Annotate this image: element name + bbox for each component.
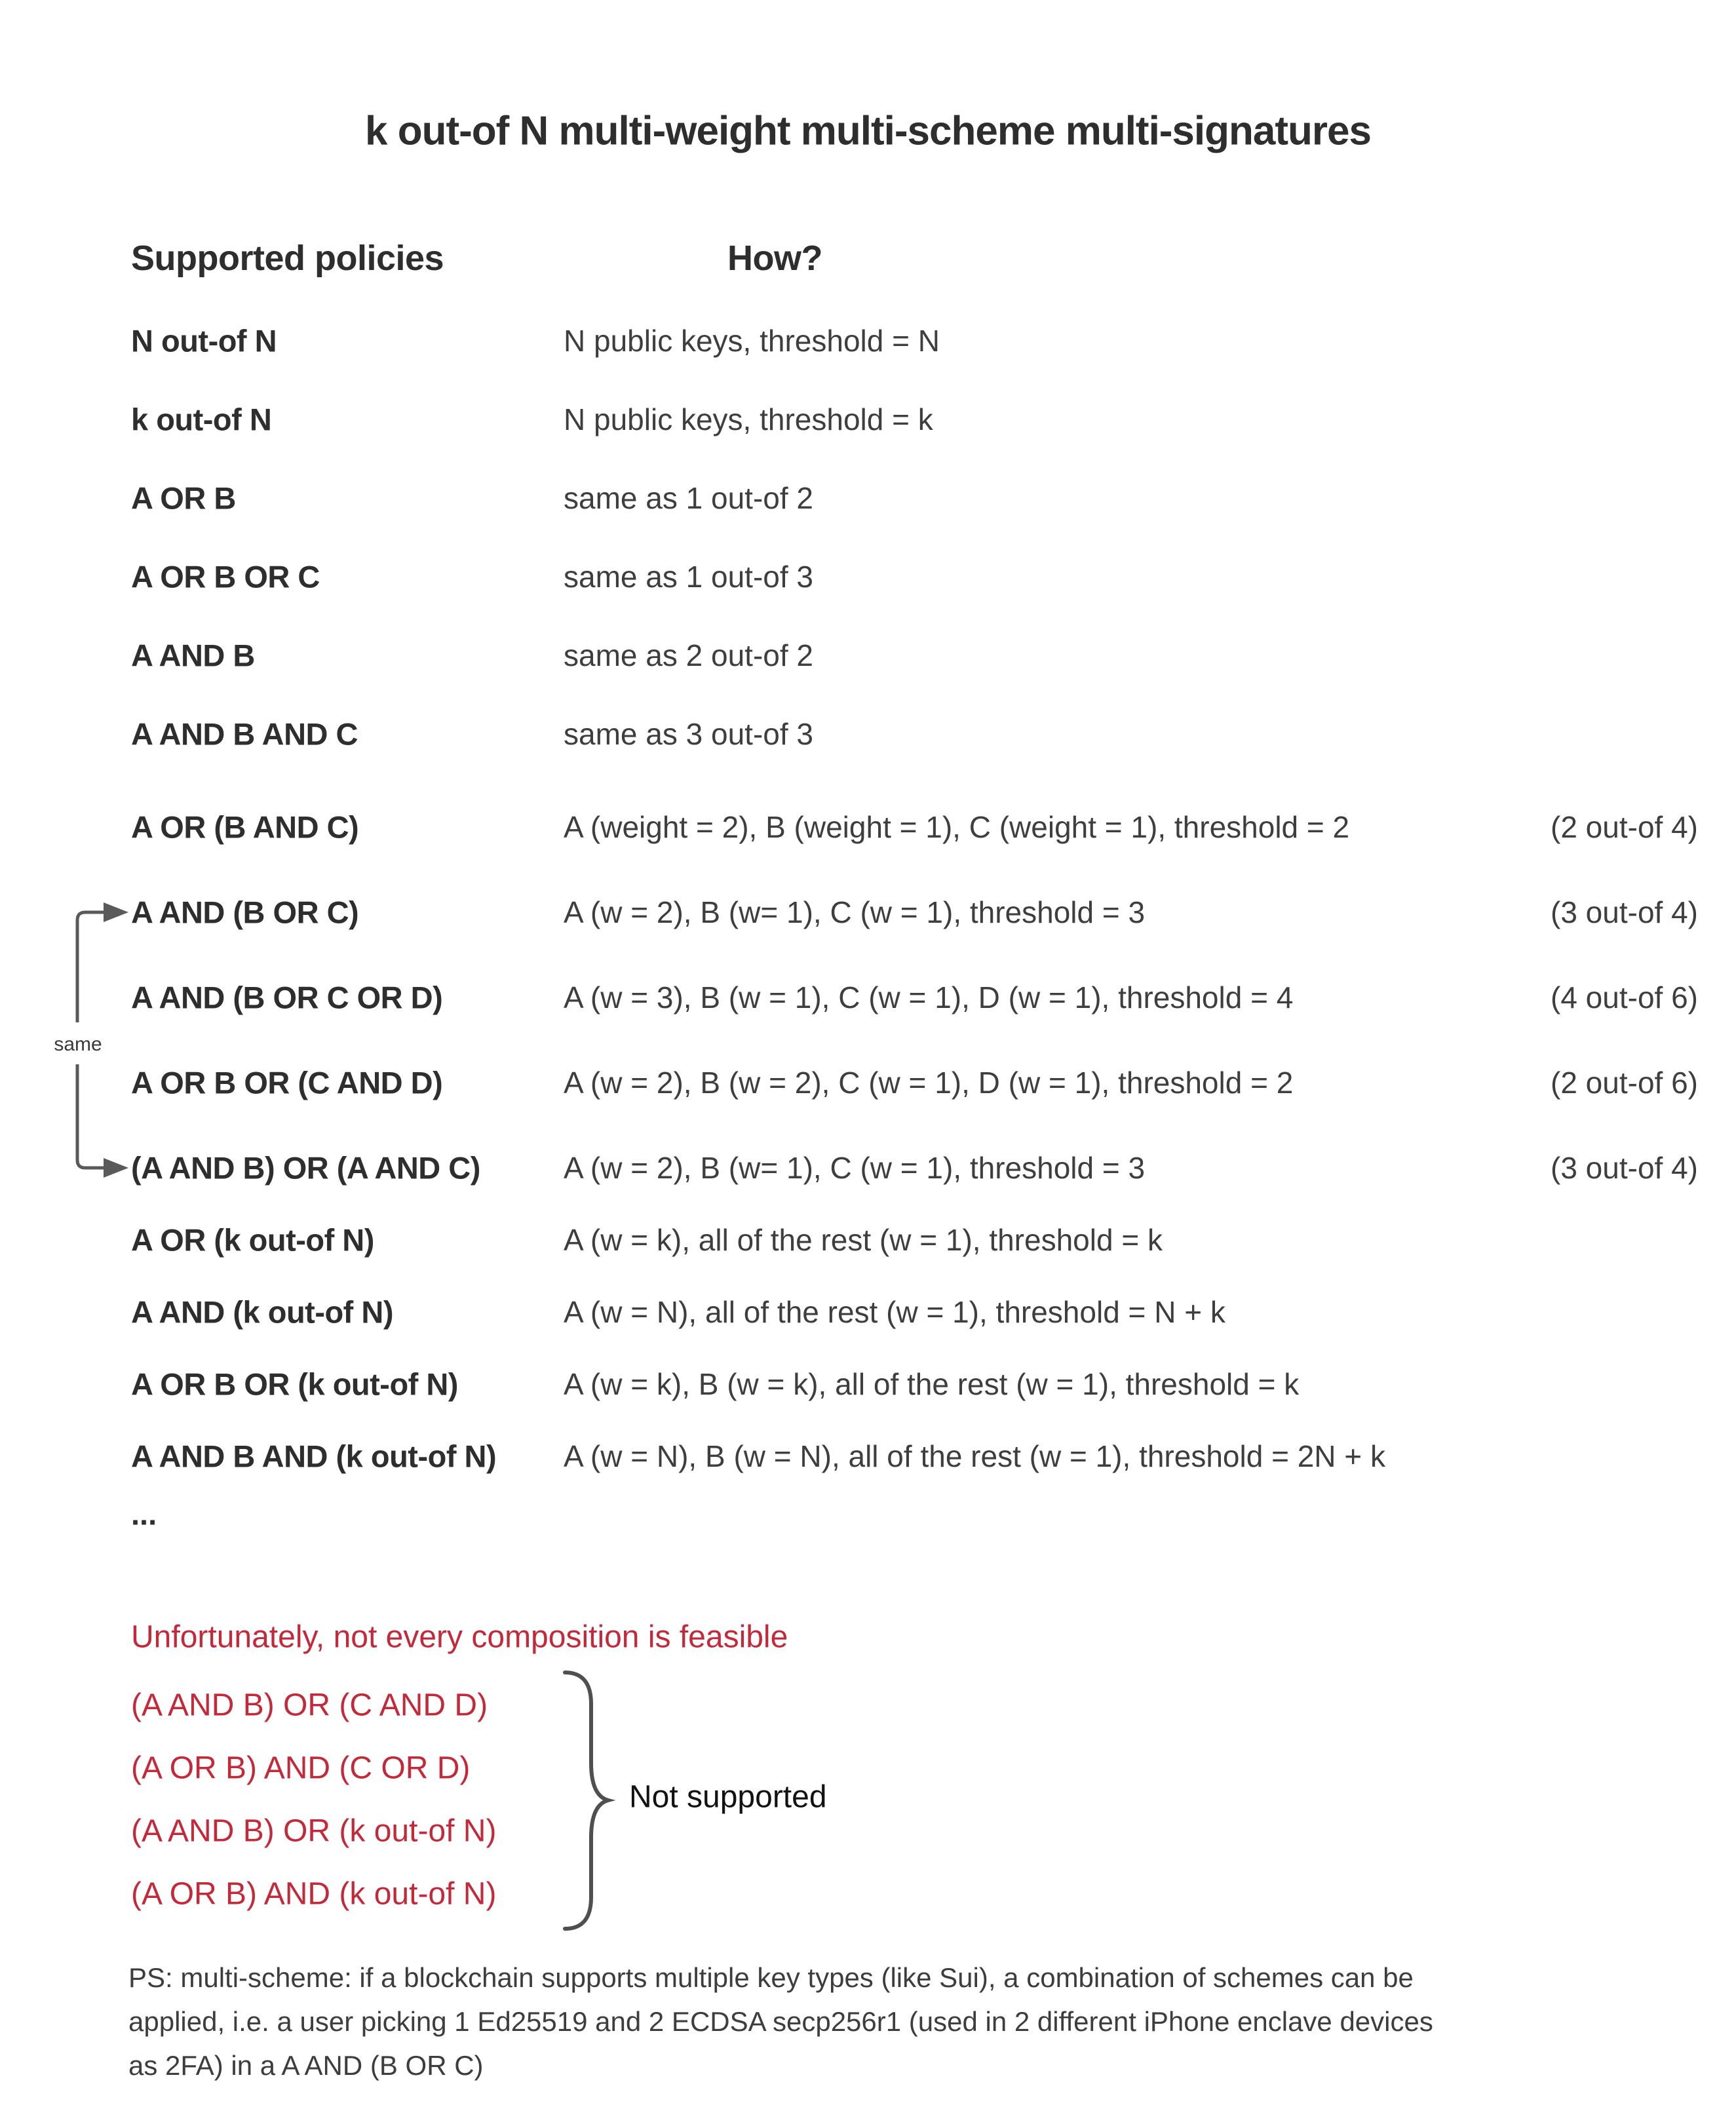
same-annotation-label: same xyxy=(54,1034,102,1055)
policy-label: A OR B OR (k out-of N) xyxy=(131,1366,458,1402)
policy-label: A OR B OR (C AND D) xyxy=(131,1065,443,1100)
infeasible-item: (A AND B) OR (C AND D) xyxy=(131,1688,488,1723)
policy-how: A (w = 2), B (w= 1), C (w = 1), threshold = 3 xyxy=(564,895,1146,929)
policy-label: A OR B xyxy=(131,480,236,516)
policy-note: (4 out-of 6) xyxy=(1551,980,1698,1015)
policy-how: A (w = k), all of the rest (w = 1), threshold = k xyxy=(564,1223,1163,1257)
policy-label: (A AND B) OR (A AND C) xyxy=(131,1150,480,1186)
infeasible-item: (A OR B) AND (C OR D) xyxy=(131,1750,471,1786)
infeasible-item: (A OR B) AND (k out-of N) xyxy=(131,1876,497,1912)
ps-footnote xyxy=(128,1956,1433,2087)
policy-note: (2 out-of 4) xyxy=(1551,810,1698,844)
ps-line: as 2FA) in a A AND (B OR C) xyxy=(128,2050,484,2081)
more-policies-ellipsis: ... xyxy=(131,1496,157,1532)
curly-brace-icon xyxy=(565,1672,608,1929)
policy-how: A (w = N), all of the rest (w = 1), threshold = N + k xyxy=(564,1295,1225,1329)
policy-label: A OR (B AND C) xyxy=(131,809,359,845)
policy-how: A (w = N), B (w = N), all of the rest (w = 1), threshold = 2N + k xyxy=(564,1439,1385,1473)
policy-how: same as 3 out-of 3 xyxy=(564,717,813,751)
policy-label: A AND (B OR C OR D) xyxy=(131,980,443,1015)
policy-note: (3 out-of 4) xyxy=(1551,1151,1698,1185)
policy-label: A OR (k out-of N) xyxy=(131,1222,374,1258)
arrow-right-icon xyxy=(104,902,128,922)
policy-how: A (weight = 2), B (weight = 1), C (weight = 1), threshold = 2 xyxy=(564,810,1350,844)
same-arrow-top-line xyxy=(77,912,104,1022)
not-supported-label: Not supported xyxy=(629,1779,827,1815)
policy-label: A AND B AND C xyxy=(131,716,358,752)
policy-label: A AND B xyxy=(131,638,255,673)
arrow-right-icon xyxy=(104,1158,128,1178)
policy-label: k out-of N xyxy=(131,402,272,437)
policy-label: A AND (k out-of N) xyxy=(131,1294,393,1330)
policy-note: (2 out-of 6) xyxy=(1551,1066,1698,1100)
policy-label: A AND (B OR C) xyxy=(131,895,359,930)
policy-how: A (w = k), B (w = k), all of the rest (w = 1), threshold = k xyxy=(564,1367,1300,1401)
policy-how: same as 2 out-of 2 xyxy=(564,638,813,672)
infeasible-heading: Unfortunately, not every composition is feasible xyxy=(131,1619,788,1655)
policy-label: A AND B AND (k out-of N) xyxy=(131,1439,497,1474)
policy-how: A (w = 2), B (w= 1), C (w = 1), threshold = 3 xyxy=(564,1151,1146,1185)
same-arrow-bottom-line xyxy=(77,1064,104,1168)
policy-how: N public keys, threshold = N xyxy=(564,324,940,358)
policy-how: A (w = 2), B (w = 2), C (w = 1), D (w = 1), threshold = 2 xyxy=(564,1066,1294,1100)
policy-label: N out-of N xyxy=(131,323,277,358)
policy-how: A (w = 3), B (w = 1), C (w = 1), D (w = 1), threshold = 4 xyxy=(564,980,1294,1015)
column-header-supported-policies: Supported policies xyxy=(131,239,444,278)
infeasible-item: (A AND B) OR (k out-of N) xyxy=(131,1813,497,1849)
ps-line: PS: multi-scheme: if a blockchain supports multiple key types (like Sui), a combination of schemes can be xyxy=(128,1962,1414,1993)
column-header-how: How? xyxy=(727,239,822,278)
policy-note: (3 out-of 4) xyxy=(1551,895,1698,929)
ps-line: applied, i.e. a user picking 1 Ed25519 and 2 ECDSA secp256r1 (used in 2 different iPhone enclave devices xyxy=(128,2006,1433,2037)
policy-label: A OR B OR C xyxy=(131,559,320,594)
policy-how: N public keys, threshold = k xyxy=(564,402,933,436)
page-title: k out-of N multi-weight multi-scheme multi-signatures xyxy=(365,108,1371,154)
policy-how: same as 1 out-of 2 xyxy=(564,481,813,515)
policy-how: same as 1 out-of 3 xyxy=(564,560,813,594)
